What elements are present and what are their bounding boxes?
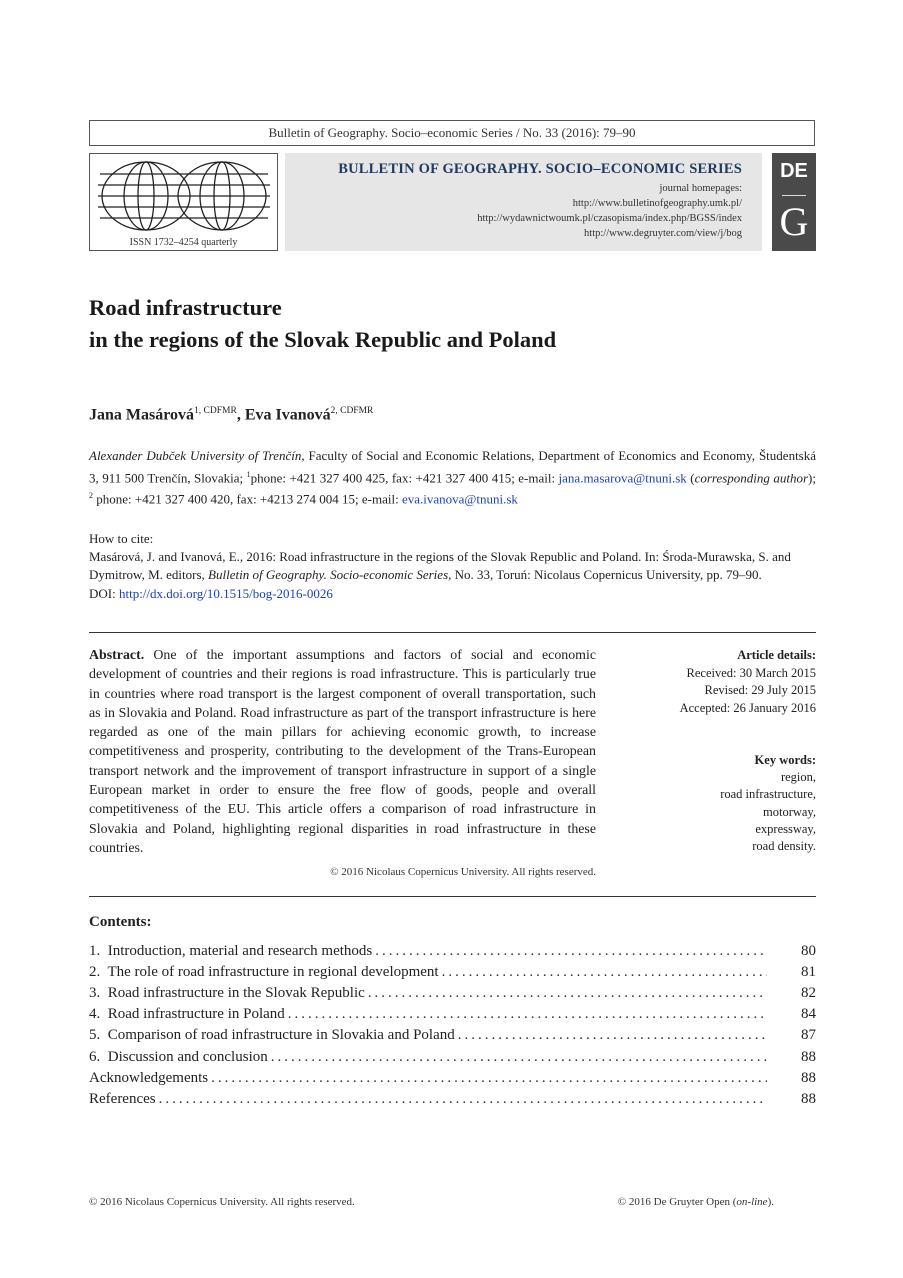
title-line-1: Road infrastructure — [89, 295, 282, 320]
issn: ISSN 1732–4254 quarterly — [129, 237, 238, 248]
toc-title: 3. Road infrastructure in the Slovak Republic — [89, 985, 365, 1001]
email-link-2[interactable]: eva.ivanova@tnuni.sk — [401, 491, 518, 507]
toc-entry[interactable] — [89, 1003, 816, 1025]
article-title — [89, 292, 556, 356]
contents-heading: Contents: — [89, 914, 152, 930]
affil-marker-1: 1 — [246, 469, 251, 479]
globe-logo-icon — [96, 158, 272, 234]
affil-marker-2: 2 — [89, 491, 93, 501]
journal-banner — [285, 153, 762, 251]
title-line-2: in the regions of the Slovak Republic and Poland — [89, 327, 557, 352]
abstract-label: Abstract. — [89, 648, 145, 663]
cite-label: How to cite: — [89, 531, 154, 546]
toc-entry[interactable] — [89, 1046, 816, 1068]
toc-page: 80 — [801, 943, 816, 959]
toc-entry[interactable] — [89, 982, 816, 1004]
abstract-copyright: © 2016 Nicolaus Copernicus University. All rights reserved. — [330, 866, 596, 878]
footer-copyright-right: © 2016 De Gruyter Open (on-line). — [617, 1196, 774, 1208]
cite-journal: Bulletin of Geography. Socio-economic Series — [208, 567, 449, 583]
details-label: Article details: — [737, 648, 816, 662]
toc-title: 2. The role of road infrastructure in regional development — [89, 964, 439, 980]
key-words — [630, 752, 816, 855]
author-separator: , — [236, 406, 245, 424]
toc-leader — [368, 982, 767, 1004]
author-1: Jana Masárová — [89, 406, 195, 424]
footer-copyright-left: © 2016 Nicolaus Copernicus University. All rights reserved. — [89, 1196, 355, 1208]
affiliation — [89, 447, 816, 509]
toc-entry[interactable] — [89, 940, 816, 962]
toc-page: 88 — [801, 1049, 816, 1065]
toc-leader — [271, 1046, 767, 1068]
how-to-cite — [89, 530, 816, 603]
toc-leader — [159, 1088, 767, 1110]
homepage-link-2[interactable]: http://wydawnictwoumk.pl/czasopisma/index.php/BGSS/index — [477, 213, 742, 224]
dg-badge-divider — [782, 195, 806, 196]
abstract-text: One of the important assumptions and factors of social and economic development of countries and their regions is road infrastructure. This is particularly true in countries where road transport is the largest component of overall transportation, such as in Slovakia and Poland. Road infrastructure as part of the transport infrastructure is here regarded as one of the main pillars for achieving economic growth, to increase competitiveness and prosperity, contributing to the development of the Trans-European transport network and the improvement of transport infrastructure in support of a single European market in order to ensure the free flow of goods, people and overall competitiveness of the EU. This article offers a comparison of road infrastructure in Slovakia and Poland, highlighting regional disparities in road infrastructure in these countries. — [89, 648, 596, 856]
toc-title: Acknowledgements — [89, 1070, 209, 1086]
toc-page: 88 — [801, 1070, 816, 1086]
keyword-item: region, — [780, 770, 816, 785]
toc-entry[interactable] — [89, 1088, 816, 1110]
keyword-item: road density. — [752, 839, 816, 854]
dg-badge-bottom: G — [779, 199, 809, 244]
author-2: Eva Ivanová — [244, 406, 331, 424]
toc-page: 88 — [801, 1091, 816, 1107]
toc-leader — [458, 1024, 767, 1046]
author-list — [89, 406, 373, 424]
toc-title: References — [89, 1091, 156, 1107]
toc-page: 81 — [801, 964, 816, 980]
toc-page: 82 — [801, 985, 816, 1001]
article-details — [630, 647, 816, 717]
toc-leader — [442, 961, 767, 983]
doi-link[interactable]: http://dx.doi.org/10.1515/bog-2016-0026 — [118, 585, 333, 601]
accepted-date: Accepted: 26 January 2016 — [679, 700, 816, 715]
footer-online: on-line — [736, 1196, 768, 1208]
affiliation-text-1: , Faculty of Social and Economic Relations, Department of Economics and Economy, Študentská 3, 911 500 Trenčín, Slovakia; — [89, 448, 817, 485]
toc-leader — [211, 1067, 767, 1089]
homepages-label: journal homepages: — [659, 183, 742, 194]
toc-page: 84 — [801, 1006, 816, 1022]
toc-title: 5. Comparison of road infrastructure in Slovakia and Poland — [89, 1027, 455, 1043]
toc-entry[interactable] — [89, 961, 816, 983]
toc-title: 1. Introduction, material and research methods — [89, 943, 373, 959]
toc-page: 87 — [801, 1027, 816, 1043]
paren-close: ); — [808, 469, 816, 485]
affiliation-text-2: phone: +421 327 400 425, fax: +421 327 400 415; e-mail: — [250, 469, 559, 485]
toc-entry[interactable] — [89, 1067, 816, 1089]
received-date: Received: 30 March 2015 — [686, 665, 816, 680]
homepage-link-3[interactable]: http://www.degruyter.com/view/j/bog — [584, 228, 742, 239]
journal-logo — [89, 153, 278, 251]
corresponding-author-note: corresponding author — [694, 469, 809, 485]
toc-title: 6. Discussion and conclusion — [89, 1049, 268, 1065]
toc-title: 4. Road infrastructure in Poland — [89, 1006, 285, 1022]
homepage-link-1[interactable]: http://www.bulletinofgeography.umk.pl/ — [572, 198, 742, 209]
university-name: Alexander Dubček University of Trenčín — [89, 448, 302, 463]
cite-text: Masárová, J. and Ivanová, E., 2016: Road infrastructure in the regions of the Slovak Republic and Poland. In: Środa-Murawska, S. and Dymitrow, M. editors, Bulletin of Geography. Socio-economic Series, No. 33, Toruń: Nicolaus Copernicus University, pp. 79–90. — [89, 549, 791, 583]
keywords-label: Key words: — [754, 753, 816, 767]
journal-title: BULLETIN OF GEOGRAPHY. SOCIO–ECONOMIC SERIES — [338, 161, 742, 177]
author-1-affil: 1, CDFMR — [194, 406, 237, 416]
affiliation-text-3: phone: +421 327 400 420, fax: +4213 274 004 15; e-mail: — [93, 491, 402, 507]
abstract — [89, 646, 596, 858]
keyword-item: road infrastructure, — [720, 787, 816, 802]
toc-leader — [375, 940, 767, 962]
keyword-item: motorway, — [763, 804, 816, 819]
de-gruyter-badge — [772, 153, 816, 251]
paren-open: ( — [686, 469, 695, 485]
keyword-item: expressway, — [755, 821, 816, 836]
cite-doi: DOI: http://dx.doi.org/10.1515/bog-2016-0026 — [89, 585, 333, 601]
dg-badge-top: DE — [780, 160, 808, 182]
toc-entry[interactable] — [89, 1024, 816, 1046]
author-2-affil: 2, CDFMR — [330, 406, 374, 416]
divider-top — [89, 632, 816, 633]
revised-date: Revised: 29 July 2015 — [704, 683, 816, 697]
email-link-1[interactable]: jana.masarova@tnuni.sk — [558, 469, 687, 485]
toc-leader — [288, 1003, 767, 1025]
running-header: Bulletin of Geography. Socio–economic Series / No. 33 (2016): 79–90 — [89, 120, 815, 146]
divider-bottom — [89, 896, 816, 897]
